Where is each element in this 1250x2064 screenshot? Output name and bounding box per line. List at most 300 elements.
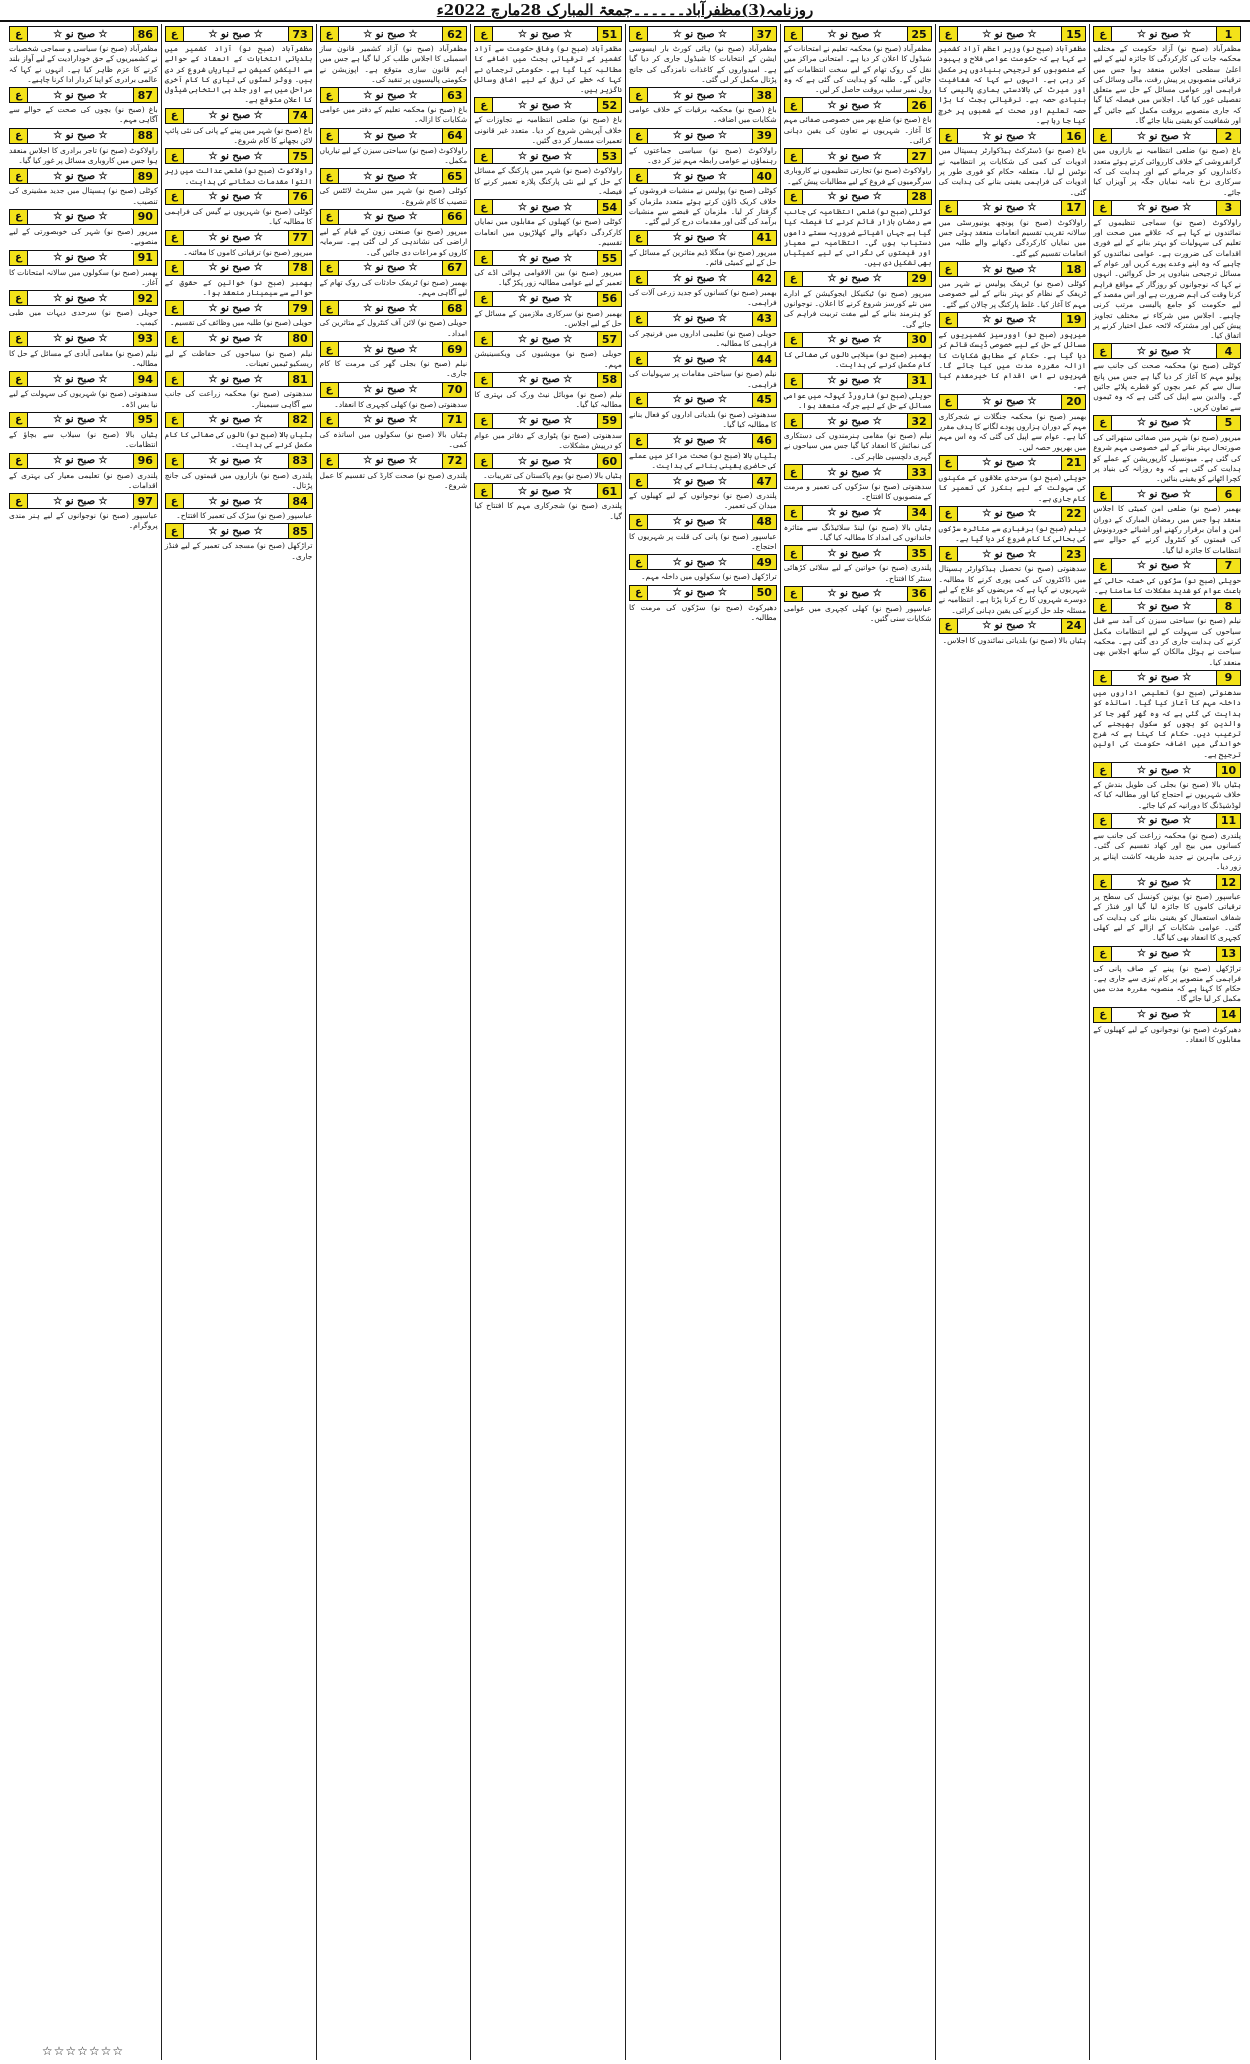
notice-block (629, 87, 777, 126)
notice-block (939, 26, 1087, 126)
notice-number: 7 (1216, 559, 1240, 573)
notice-section-label: ☆ صبح نو ☆ (208, 525, 263, 537)
notice-section-label: ☆ صبح نو ☆ (672, 587, 728, 599)
notice-body-text: بھمبر (صبح نو) سکولوں میں سالانہ امتحانات کا آغاز۔ (9, 267, 158, 287)
notice-header (939, 506, 1087, 522)
notice-number: 58 (597, 373, 621, 387)
notice-section-label: ☆ صبح نو ☆ (1136, 130, 1192, 142)
notice-body-text: ہٹیاں بالا (صبح نو) نالوں کی صفائی کا کام مکمل کرنے کی ہدایت۔ (164, 429, 313, 450)
notice-body-text: ہٹیاں بالا (صبح نو) یوم پاکستان کی تقریبات۔ (483, 471, 622, 481)
notice-section-label: ☆ صبح نو ☆ (208, 495, 263, 507)
notice-tag-icon: ع (10, 251, 28, 265)
notice-number: 76 (288, 190, 312, 204)
notice-section-label: ☆ صبح نو ☆ (517, 374, 573, 386)
notice-tag-icon: ع (630, 312, 648, 326)
notice-block (9, 209, 158, 248)
notice-body-text: کوٹلی (صبح نو) ٹریفک پولیس نے شہر میں ٹریفک کے نظام کو بہتر بنانے کے لیے خصوصی مہم کا آغاز کیا۔ غلط پارکنگ پر چالان کیے گئے۔ (938, 279, 1087, 309)
notice-body-text: نیلم (صبح نو) مقامی ہنرمندوں کی دستکاری کی نمائش کا انعقاد کیا گیا جس میں سیاحوں نے گہری دلچسپی ظاہر کی۔ (783, 431, 932, 461)
notice-header (320, 128, 468, 144)
notice-header (9, 168, 158, 184)
notice-tag-icon: ع (475, 332, 493, 346)
notice-section-label: ☆ صبح نو ☆ (827, 588, 882, 600)
notice-block (939, 312, 1087, 392)
notice-tag-icon: ع (166, 332, 184, 346)
notice-section-label: ☆ صبح نو ☆ (1136, 815, 1192, 827)
notice-body-text: تراڑکھل (صبح نو) مسجد کی تعمیر کے لیے فنڈز جاری۔ (164, 541, 313, 561)
notice-number: 56 (597, 292, 621, 306)
notice-header (629, 230, 777, 246)
notice-body-text: کوٹلی (صبح نو) شہریوں نے گیس کی فراہمی کا مطالبہ کیا۔ (164, 206, 313, 227)
notice-block (939, 546, 1087, 615)
notice-tag-icon: ع (166, 149, 184, 163)
notice-number: 1 (1216, 27, 1240, 41)
notice-block (165, 523, 313, 562)
notice-number: 19 (1061, 313, 1085, 327)
notice-section-label: ☆ صبح نو ☆ (1136, 488, 1192, 500)
notice-header (165, 26, 313, 42)
notice-number: 42 (752, 271, 776, 285)
notice-tag-icon: ع (940, 313, 958, 327)
notice-section-label: ☆ صبح نو ☆ (53, 28, 108, 40)
notice-number: 91 (133, 251, 157, 265)
notice-header (9, 412, 158, 428)
notice-body-text: تراڑکھل (صبح نو) پینے کے صاف پانی کی فراہمی کے منصوبے پر کام تیزی سے جاری ہے۔ حکام کا کہنا ہے کہ منصوبہ مقررہ مدت میں مکمل کر لیا جائے گا۔ (1093, 963, 1241, 1004)
notice-header (320, 453, 468, 469)
notice-header (1093, 558, 1241, 574)
notice-tag-icon: ع (475, 27, 493, 41)
notice-header (474, 97, 622, 113)
notice-body-text: کوٹلی (صبح نو) پولیس نے منشیات فروشوں کے خلاف کریک ڈاؤن کرتے ہوئے متعدد ملزمان کو گرفتار کر لیا۔ ملزمان کے قبضے سے منشیات برآمد کی گئی اور مقدمات درج کر لیے گئے۔ (629, 186, 777, 227)
notice-body-text: عباسپور (صبح نو) پانی کی قلت پر شہریوں کا احتجاج۔ (629, 531, 777, 552)
notice-block (9, 493, 158, 532)
notice-number: 55 (597, 251, 621, 265)
notice-header (629, 168, 777, 184)
notice-block (629, 128, 777, 167)
notice-section-label: ☆ صبح نو ☆ (982, 28, 1037, 40)
notice-number: 11 (1216, 814, 1240, 828)
notice-number: 35 (907, 546, 931, 560)
notice-body-text: حویلی (صبح نو) طلبہ میں وظائف کی تقسیم۔ (170, 318, 313, 328)
notice-section-label: ☆ صبح نو ☆ (982, 314, 1037, 326)
notice-tag-icon: ع (630, 129, 648, 143)
column-5 (470, 24, 625, 2060)
notice-number: 96 (133, 454, 157, 468)
notice-body-text: میرپور (صبح نو) صنعتی زون کے قیام کے لیے اراضی کی نشاندہی کر لی گئی ہے۔ سرمایہ کاروں کو مراعات دی جائیں گی۔ (319, 226, 468, 257)
notice-block (320, 300, 468, 339)
notice-section-label: ☆ صبح نو ☆ (208, 232, 263, 244)
notice-header (784, 97, 932, 113)
notice-section-label: ☆ صبح نو ☆ (1136, 560, 1192, 572)
notice-block (1093, 128, 1241, 197)
notice-header (939, 312, 1087, 328)
notice-block (474, 250, 622, 289)
notice-body-text: میرپور (صبح نو) ترقیاتی کاموں کا معائنہ۔ (183, 247, 313, 257)
notice-section-label: ☆ صبح نو ☆ (982, 130, 1037, 142)
notice-body-text: نیلم (صبح نو) موبائل نیٹ ورک کی بہتری کا مطالبہ کیا گیا۔ (474, 389, 622, 410)
notice-block (165, 371, 313, 410)
notice-header (939, 455, 1087, 471)
notice-block (629, 351, 777, 390)
notice-header (629, 473, 777, 489)
notice-section-label: ☆ صبح نو ☆ (827, 375, 882, 387)
notice-header (320, 209, 468, 225)
notice-block (784, 271, 932, 330)
notice-section-label: ☆ صبح نو ☆ (53, 373, 108, 385)
notice-tag-icon: ع (475, 98, 493, 112)
notice-header (1093, 598, 1241, 614)
notice-tag-icon: ع (475, 149, 493, 163)
notice-header (1093, 874, 1241, 890)
notice-number: 80 (288, 332, 312, 346)
notice-block (9, 168, 158, 207)
notice-section-label: ☆ صبح نو ☆ (517, 333, 573, 345)
notice-block (9, 250, 158, 289)
column-2 (935, 24, 1090, 2060)
notice-number: 51 (597, 27, 621, 41)
notice-section-label: ☆ صبح نو ☆ (672, 232, 728, 244)
column-4 (625, 24, 780, 2060)
notice-section-label: ☆ صبح نو ☆ (982, 620, 1037, 632)
notice-header (474, 413, 622, 429)
notice-body-text: سدھنوتی (صبح نو) کھلی کچہری کا انعقاد۔ (334, 399, 468, 409)
notice-tag-icon: ع (785, 98, 803, 112)
notice-body-text: باغ (صبح نو) ضلع بھر میں خصوصی صفائی مہم کا آغاز۔ شہریوں نے تعاون کی یقین دہانی کرائی۔ (783, 115, 932, 146)
notice-section-label: ☆ صبح نو ☆ (672, 353, 728, 365)
notice-tag-icon: ع (166, 524, 184, 538)
notice-header (784, 271, 932, 287)
notice-number: 78 (288, 261, 312, 275)
notice-section-label: ☆ صبح نو ☆ (208, 373, 263, 385)
notice-block (165, 331, 313, 370)
notice-section-label: ☆ صبح نو ☆ (208, 191, 263, 203)
notice-number: 94 (133, 372, 157, 386)
notice-block (1093, 1007, 1241, 1046)
notice-tag-icon: ع (785, 374, 803, 388)
notice-header (784, 148, 932, 164)
notice-number: 41 (752, 231, 776, 245)
notice-number: 12 (1216, 875, 1240, 889)
notice-body-text: راولاکوٹ (صبح نو) سیاحتی سیزن کے لیے تیاریاں مکمل۔ (319, 145, 468, 166)
notice-number: 17 (1061, 201, 1085, 215)
notice-tag-icon: ع (940, 129, 958, 143)
notice-block (165, 230, 313, 258)
notice-number: 13 (1216, 947, 1240, 961)
notice-section-label: ☆ صبح نو ☆ (53, 414, 108, 426)
notice-section-label: ☆ صبح نو ☆ (827, 415, 882, 427)
notice-section-label: ☆ صبح نو ☆ (1136, 417, 1192, 429)
notice-body-text: راولاکوٹ (صبح نو) تاجر برادری کا اجلاس منعقد ہوا جس میں کاروباری مسائل پر غور کیا گیا۔ (9, 145, 158, 166)
notice-tag-icon: ع (630, 434, 648, 448)
notice-tag-icon: ع (10, 88, 28, 102)
notice-tag-icon: ع (166, 190, 184, 204)
notice-header (1093, 486, 1241, 502)
notice-body-text: کوٹلی (صبح نو) ضلعی انتظامیہ کی جانب سے رمضان بازار قائم کرنے کا فیصلہ کیا گیا ہے جہاں اشیائے ضروریہ سستے داموں دستیاب ہوں گی۔ انتظامیہ نے معیار اور قیمتوں کی نگرانی کے لیے کمیٹیاں بھی تشکیل دی ہیں۔ (783, 206, 932, 268)
notice-header (165, 331, 313, 347)
notice-body-text: مظفرآباد (صبح نو) محکمہ تعلیم نے امتحانات کے شیڈول کا اعلان کر دیا ہے۔ امتحانی مراکز میں نقل کی روک تھام کے لیے سخت انتظامات کیے جائیں گے۔ طلبہ کو ہدایت کی گئی ہے کہ وہ رول نمبر سلپ بروقت حاصل کر لیں۔ (783, 44, 932, 95)
notice-block (629, 473, 777, 512)
notice-number: 69 (442, 342, 466, 356)
notice-body-text: نیلم (صبح نو) مقامی آبادی کے مسائل کے حل کا مطالبہ۔ (9, 348, 158, 369)
notice-block (320, 168, 468, 207)
notice-block (320, 26, 468, 85)
notice-block (1093, 200, 1241, 342)
notice-number: 63 (442, 88, 466, 102)
notice-block (9, 371, 158, 410)
notice-body-text: بھمبر (صبح نو) محکمہ جنگلات نے شجرکاری مہم کے دوران ہزاروں پودے لگانے کا ہدف مقرر کیا ہے۔ عوام سے اپیل کی گئی کہ وہ اس مہم میں بھرپور حصہ لیں۔ (938, 411, 1087, 452)
notice-block (9, 128, 158, 167)
notice-block (165, 189, 313, 228)
notice-number: 34 (907, 506, 931, 520)
notice-body-text: کوٹلی (صبح نو) شہر میں سٹریٹ لائٹس کی تنصیب کا کام شروع۔ (319, 186, 468, 206)
notice-section-label: ☆ صبح نو ☆ (363, 384, 418, 396)
notice-header (9, 453, 158, 469)
notice-section-label: ☆ صبح نو ☆ (982, 508, 1037, 520)
notice-body-text: نیلم (صبح نو) برفباری سے متاثرہ سڑکوں کی بحالی کا کام شروع کر دیا گیا ہے۔ (938, 523, 1087, 544)
notice-number: 32 (907, 414, 931, 428)
notice-header (165, 260, 313, 276)
notice-header (474, 372, 622, 388)
notice-block (629, 26, 777, 85)
notice-body-text: باغ (صبح نو) ضلعی انتظامیہ نے بازاروں میں گرانفروشی کے خلاف کارروائی کرتے ہوئے متعدد دکانداروں کو جرمانے کیے اور ہدایت کی کہ سرکاری نرخ نامہ نمایاں جگہ پر آویزاں کیا جائے۔ (1093, 146, 1241, 197)
newspaper-columns (6, 24, 1244, 2060)
notice-section-label: ☆ صبح نو ☆ (827, 273, 882, 285)
notice-section-label: ☆ صبح نو ☆ (363, 455, 418, 467)
notice-section-label: ☆ صبح نو ☆ (53, 89, 108, 101)
notice-tag-icon: ع (785, 333, 803, 347)
notice-body-text: نیلم (صبح نو) سیاحتی مقامات پر سہولیات کی فراہمی۔ (629, 369, 777, 389)
notice-block (474, 148, 622, 197)
notice-body-text: راولاکوٹ (صبح نو) پونچھ یونیورسٹی میں سالانہ تقریب تقسیم انعامات منعقد ہوئی جس میں نمایاں کارکردگی دکھانے والے طلبہ میں انعامات تقسیم کیے گئے۔ (938, 217, 1087, 258)
notice-block (320, 341, 468, 380)
notice-number: 23 (1061, 547, 1085, 561)
notice-header (1093, 128, 1241, 144)
notice-section-label: ☆ صبح نو ☆ (672, 556, 728, 568)
notice-number: 79 (288, 301, 312, 315)
notice-number: 90 (133, 210, 157, 224)
notice-section-label: ☆ صبح نو ☆ (363, 28, 418, 40)
notice-body-text: پلندری (صبح نو) خواتین کے لیے سلائی کڑھائی سنٹر کا افتتاح۔ (783, 563, 932, 583)
notice-block (1093, 946, 1241, 1005)
notice-tag-icon: ع (166, 109, 184, 123)
notice-tag-icon: ع (1094, 947, 1112, 961)
notice-header (320, 260, 468, 276)
notice-block (320, 453, 468, 492)
notice-tag-icon: ع (1094, 875, 1112, 889)
notice-body-text: ہٹیاں بالا (صبح نو) سیلاب سے بچاؤ کے انتظامات۔ (9, 429, 158, 450)
notice-section-label: ☆ صبح نو ☆ (208, 28, 263, 40)
notice-number: 43 (752, 312, 776, 326)
notice-section-label: ☆ صبح نو ☆ (53, 170, 108, 182)
notice-tag-icon: ع (166, 372, 184, 386)
notice-body-text: مظفرآباد (صبح نو) سیاسی و سماجی شخصیات نے کشمیریوں کے حق خودارادیت کے لیے آواز بلند کرنے کا عزم ظاہر کیا ہے۔ انہوں نے کہا کہ عالمی برادری کو اپنا کردار ادا کرنا چاہیے۔ (9, 44, 158, 84)
notice-body-text: حویلی (صبح نو) فارورڈ کہوٹہ میں عوامی مسائل کے حل کے لیے جرگہ منعقد ہوا۔ (783, 390, 932, 410)
notice-tag-icon: ع (630, 231, 648, 245)
notice-header (165, 493, 313, 509)
notice-body-text: باغ (صبح نو) ضلعی انتظامیہ نے تجاوزات کے خلاف آپریشن شروع کر دیا۔ متعدد غیر قانونی تعمیرات مسمار کر دی گئیں۔ (474, 115, 622, 146)
notice-body-text: راولاکوٹ (صبح نو) سیاسی جماعتوں کے رہنماؤں نے عوامی رابطہ مہم تیز کر دی۔ (629, 145, 777, 166)
notice-section-label: ☆ صبح نو ☆ (208, 333, 263, 345)
notice-block (9, 26, 158, 85)
notice-body-text: بھمبر (صبح نو) ضلعی امن کمیٹی کا اجلاس منعقد ہوا جس میں رمضان المبارک کے دوران امن و امان برقرار رکھنے اور اشیائے خوردونوش کی قیمتوں کو کنٹرول کرنے کے حوالے سے انتظامات کا جائزہ لیا گیا۔ (1093, 504, 1241, 555)
notice-header (9, 209, 158, 225)
notice-tag-icon: ع (10, 27, 28, 41)
notice-tag-icon: ع (630, 352, 648, 366)
notice-block (474, 453, 622, 481)
notice-section-label: ☆ صبح نو ☆ (363, 89, 418, 101)
notice-header (784, 413, 932, 429)
notice-number: 45 (752, 393, 776, 407)
notice-section-label: ☆ صبح نو ☆ (672, 435, 728, 447)
notice-header (784, 189, 932, 205)
notice-body-text: ہٹیاں بالا (صبح نو) صحت مراکز میں عملے کی حاضری یقینی بنانے کی ہدایت۔ (629, 450, 777, 470)
notice-section-label: ☆ صبح نو ☆ (363, 170, 418, 182)
notice-section-label: ☆ صبح نو ☆ (517, 201, 573, 213)
notice-number: 20 (1061, 395, 1085, 409)
notice-number: 70 (442, 383, 466, 397)
notice-tag-icon: ع (630, 586, 648, 600)
notice-body-text: راولاکوٹ (صبح نو) سماجی تنظیموں کے نمائندوں نے کہا ہے کہ علاقے میں صحت اور تعلیم کی سہولیات کو بہتر بنانے کے لیے فوری اقدامات کی ضرورت ہے۔ عوامی نمائندوں کو چاہیے کہ وہ اپنے وعدے پورے کریں اور عوام کے مسائل ترجیحی بنیادوں پر حل کروائیں۔ انہوں نے کہا کہ نوجوانوں کو روزگار کے مواقع فراہم کرنا وقت کی اہم ضرورت ہے اور اس مقصد کے لیے حکومت کو جامع پالیسی مرتب کرنی چاہیے۔ اجلاس میں شرکاء نے مختلف تجاویز پیش کیں اور مشترکہ لائحہ عمل اختیار کرنے پر اتفاق کیا۔ (1093, 217, 1241, 341)
notice-block (1093, 415, 1241, 484)
notice-section-label: ☆ صبح نو ☆ (517, 99, 573, 111)
notice-body-text: حویلی (صبح نو) سرحدی علاقوں کے مکینوں کی سہولت کے لیے بنکرز کی تعمیر کا کام جاری ہے۔ (938, 472, 1087, 503)
notice-number: 74 (288, 109, 312, 123)
notice-number: 33 (907, 465, 931, 479)
notice-section-label: ☆ صبح نو ☆ (1136, 876, 1192, 888)
notice-number: 77 (288, 231, 312, 245)
notice-body-text: کوٹلی (صبح نو) ہسپتال میں جدید مشینری کی تنصیب۔ (9, 186, 158, 206)
notice-block (939, 455, 1087, 504)
notice-tag-icon: ع (166, 413, 184, 427)
notice-tag-icon: ع (785, 27, 803, 41)
notice-body-text: سدھنوتی (صبح نو) بلدیاتی اداروں کو فعال بنانے کا مطالبہ کیا گیا۔ (629, 409, 777, 430)
notice-section-label: ☆ صبح نو ☆ (517, 415, 573, 427)
notice-body-text: مظفرآباد (صبح نو) وزیر اعظم آزاد کشمیر نے کہا ہے کہ حکومت عوامی فلاح و بہبود کے منصوبوں کو ترجیحی بنیادوں پر مکمل کر رہی ہے۔ انہوں نے کہا کہ شفافیت اور میرٹ کی بالادستی ہماری پالیسی کا بنیادی حصہ ہے۔ ترقیاتی بجٹ کا بڑا حصہ تعلیم اور صحت کے شعبوں پر خرچ کیا جا رہا ہے۔ (938, 44, 1087, 126)
notice-block (474, 291, 622, 330)
notice-header (474, 483, 622, 499)
notice-number: 6 (1216, 487, 1240, 501)
notice-section-label: ☆ صبح نو ☆ (1136, 764, 1192, 776)
notice-section-label: ☆ صبح نو ☆ (672, 28, 728, 40)
notice-body-text: نیلم (صبح نو) بجلی گھر کی مرمت کا کام جاری۔ (319, 359, 468, 379)
notice-block (320, 412, 468, 451)
notice-header (320, 87, 468, 103)
notice-block (165, 412, 313, 451)
notice-body-text: حویلی (صبح نو) مویشیوں کی ویکسینیشن مہم۔ (474, 349, 622, 369)
notice-block (784, 413, 932, 462)
notice-block (1093, 598, 1241, 667)
notice-body-text: راولاکوٹ (صبح نو) ضلعی عدالت میں زیر التوا مقدمات نمٹانے کی ہدایت۔ (164, 166, 313, 186)
notice-tag-icon: ع (166, 261, 184, 275)
notice-number: 49 (752, 555, 776, 569)
notice-number: 3 (1216, 201, 1240, 215)
notice-block (629, 230, 777, 269)
notice-section-label: ☆ صبح نو ☆ (672, 170, 728, 182)
notice-body-text: پلندری (صبح نو) محکمہ زراعت کی جانب سے کسانوں میں بیج اور کھاد تقسیم کی گئی۔ زرعی ماہرین نے جدید طریقہ کاشت اپنانے پر زور دیا۔ (1093, 830, 1241, 871)
notice-number: 97 (133, 494, 157, 508)
notice-number: 18 (1061, 262, 1085, 276)
notice-section-label: ☆ صبح نو ☆ (827, 150, 882, 162)
notice-body-text: میرپور (صبح نو) اوورسیز کشمیریوں کے مسائل کے حل کے لیے خصوصی ڈیسک قائم کر دیا گیا ہے۔ حکام کے مطابق شکایات کا ازالہ مقررہ مدت میں کیا جائے گا۔ شہریوں نے اس اقدام کا خیرمقدم کیا ہے۔ (938, 329, 1087, 391)
notice-header (939, 128, 1087, 144)
notice-block (939, 618, 1087, 646)
notice-number: 62 (442, 27, 466, 41)
notice-block (629, 514, 777, 553)
notice-header (939, 394, 1087, 410)
notice-tag-icon: ع (940, 619, 958, 633)
notice-number: 82 (288, 413, 312, 427)
notice-tag-icon: ع (1094, 671, 1112, 685)
notice-body-text: حویلی (صبح نو) لائن آف کنٹرول کے متاثرین کی امداد۔ (319, 318, 468, 338)
column-3 (780, 24, 935, 2060)
notice-section-label: ☆ صبح نو ☆ (517, 28, 573, 40)
notice-header (784, 545, 932, 561)
notice-block (629, 433, 777, 472)
notice-tag-icon: ع (475, 292, 493, 306)
notice-number: 26 (907, 98, 931, 112)
notice-body-text: کوٹلی (صبح نو) محکمہ صحت کی جانب سے پولیو مہم کا آغاز کر دیا گیا ہے جس میں پانچ سال سے کم عمر بچوں کو قطرے پلائے جائیں گے۔ والدین سے اپیل کی گئی ہے کہ وہ ٹیموں سے تعاون کریں۔ (1093, 361, 1241, 412)
notice-header (165, 148, 313, 164)
notice-body-text: باغ (صبح نو) بچوں کی صحت کے حوالے سے آگاہی مہم۔ (9, 105, 158, 125)
notice-section-label: ☆ صبح نو ☆ (1136, 202, 1192, 214)
notice-tag-icon: ع (785, 190, 803, 204)
notice-tag-icon: ع (785, 272, 803, 286)
notice-tag-icon: ع (166, 231, 184, 245)
notice-block (9, 412, 158, 451)
notice-section-label: ☆ صبح نو ☆ (672, 394, 728, 406)
notice-body-text: بھمبر (صبح نو) سیلابی نالوں کی صفائی کا کام مکمل کرنے کی ہدایت۔ (783, 349, 932, 370)
notice-tag-icon: ع (475, 373, 493, 387)
notice-body-text: سدھنوتی (صبح نو) سڑکوں کی تعمیر و مرمت کے منصوبوں کا افتتاح۔ (783, 482, 932, 502)
notice-block (1093, 486, 1241, 555)
notice-header (165, 189, 313, 205)
notice-body-text: ہٹیاں بالا (صبح نو) بلدیاتی نمائندوں کا اجلاس۔ (942, 635, 1087, 645)
notice-header (939, 200, 1087, 216)
notice-header (1093, 26, 1241, 42)
notice-number: 30 (907, 333, 931, 347)
notice-body-text: مظفرآباد (صبح نو) آزاد کشمیر میں بلدیاتی انتخابات کے انعقاد کے حوالے سے الیکشن کمیشن نے تیاریاں شروع کر دی ہیں۔ ووٹر لسٹوں کی تیاری کا کام آخری مراحل میں ہے اور جلد ہی انتخابی شیڈول کا اعلان متوقع ہے۔ (164, 44, 313, 105)
notice-header (1093, 946, 1241, 962)
notice-number: 25 (907, 27, 931, 41)
notice-block (9, 453, 158, 492)
notice-block (784, 148, 932, 187)
notice-number: 86 (133, 27, 157, 41)
notice-number: 22 (1061, 507, 1085, 521)
notice-body-text: پلندری (صبح نو) صحت کارڈ کی تقسیم کا عمل شروع۔ (319, 470, 468, 490)
notice-body-text: عباسپور (صبح نو) نوجوانوں کے لیے ہنر مندی پروگرام۔ (9, 511, 158, 531)
notice-header (165, 453, 313, 469)
notice-header (9, 493, 158, 509)
notice-tag-icon: ع (475, 200, 493, 214)
notice-tag-icon: ع (1094, 129, 1112, 143)
notice-block (9, 331, 158, 370)
notice-section-label: ☆ صبح نو ☆ (672, 475, 728, 487)
notice-body-text: راولاکوٹ (صبح نو) تجارتی تنظیموں نے کاروباری سرگرمیوں کے فروغ کے لیے مطالبات پیش کیے۔ (783, 166, 932, 186)
notice-block (1093, 26, 1241, 126)
notice-number: 83 (288, 454, 312, 468)
notice-body-text: میرپور (صبح نو) شہر کی خوبصورتی کے لیے منصوبے۔ (9, 226, 158, 247)
notice-tag-icon: ع (630, 555, 648, 569)
notice-header (939, 618, 1087, 634)
notice-tag-icon: ع (10, 494, 28, 508)
notice-header (1093, 813, 1241, 829)
notice-section-label: ☆ صبح نو ☆ (208, 110, 263, 122)
notice-block (939, 200, 1087, 259)
notice-section-label: ☆ صبح نو ☆ (827, 28, 882, 40)
notice-number: 39 (752, 129, 776, 143)
notice-number: 50 (752, 586, 776, 600)
notice-block (320, 209, 468, 258)
notice-tag-icon: ع (1094, 416, 1112, 430)
